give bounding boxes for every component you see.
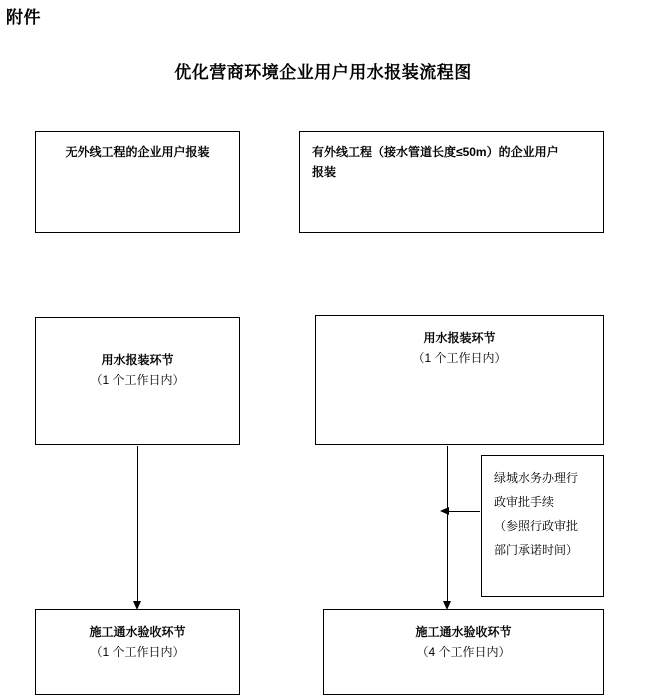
attachment-label: 附件 <box>6 8 41 27</box>
page-title: 优化营商环境企业用户用水报装流程图 <box>174 63 472 82</box>
flow-node-right-step1-line1: 用水报装环节 <box>423 331 496 345</box>
flow-node-side-note-line2: 政审批手续 <box>494 495 555 509</box>
flow-node-left-step1-line2: （1 个工作日内） <box>90 373 185 387</box>
arrow-side-note-to-main <box>449 511 480 512</box>
flow-node-right-step1-text <box>316 316 603 368</box>
flow-node-right-step1 <box>315 315 604 445</box>
flow-node-side-note-line3: （参照行政审批 <box>494 519 579 533</box>
flow-node-right-step2-line1: 施工通水验收环节 <box>415 625 512 639</box>
flow-node-side-note-line4: 部门承诺时间） <box>494 543 579 557</box>
arrow-right-step1-to-step2 <box>447 446 448 601</box>
flow-node-side-note-line1: 绿城水务办理行 <box>494 471 579 485</box>
flow-node-right-step2 <box>323 609 604 695</box>
flow-node-left-step1 <box>35 317 240 445</box>
flow-node-right-step2-line2: （4 个工作日内） <box>416 645 511 659</box>
flow-node-left-step2-text <box>36 610 239 662</box>
flow-node-right-start <box>299 131 604 233</box>
flow-node-side-note <box>481 455 604 597</box>
flow-node-right-start-line1: 有外线工程（接水管道长度≤50m）的企业用户 <box>312 145 559 159</box>
flow-node-left-start-line1: 无外线工程的企业用户报装 <box>65 145 210 159</box>
flow-node-right-start-text <box>300 132 603 182</box>
flow-node-right-step2-text <box>324 610 603 662</box>
flow-node-left-step2 <box>35 609 240 695</box>
flow-node-side-note-text <box>482 456 603 562</box>
flow-node-left-start <box>35 131 240 233</box>
flow-node-right-start-line2: 报装 <box>312 165 337 179</box>
flow-node-right-step1-line2: （1 个工作日内） <box>412 351 507 365</box>
flow-node-left-step1-text <box>36 318 239 390</box>
flow-node-left-step2-line1: 施工通水验收环节 <box>89 625 186 639</box>
flow-node-left-step1-line1: 用水报装环节 <box>101 353 174 367</box>
arrow-left-step1-to-step2 <box>137 446 138 601</box>
flow-node-left-step2-line2: （1 个工作日内） <box>90 645 185 659</box>
flow-node-left-start-text <box>36 132 239 162</box>
